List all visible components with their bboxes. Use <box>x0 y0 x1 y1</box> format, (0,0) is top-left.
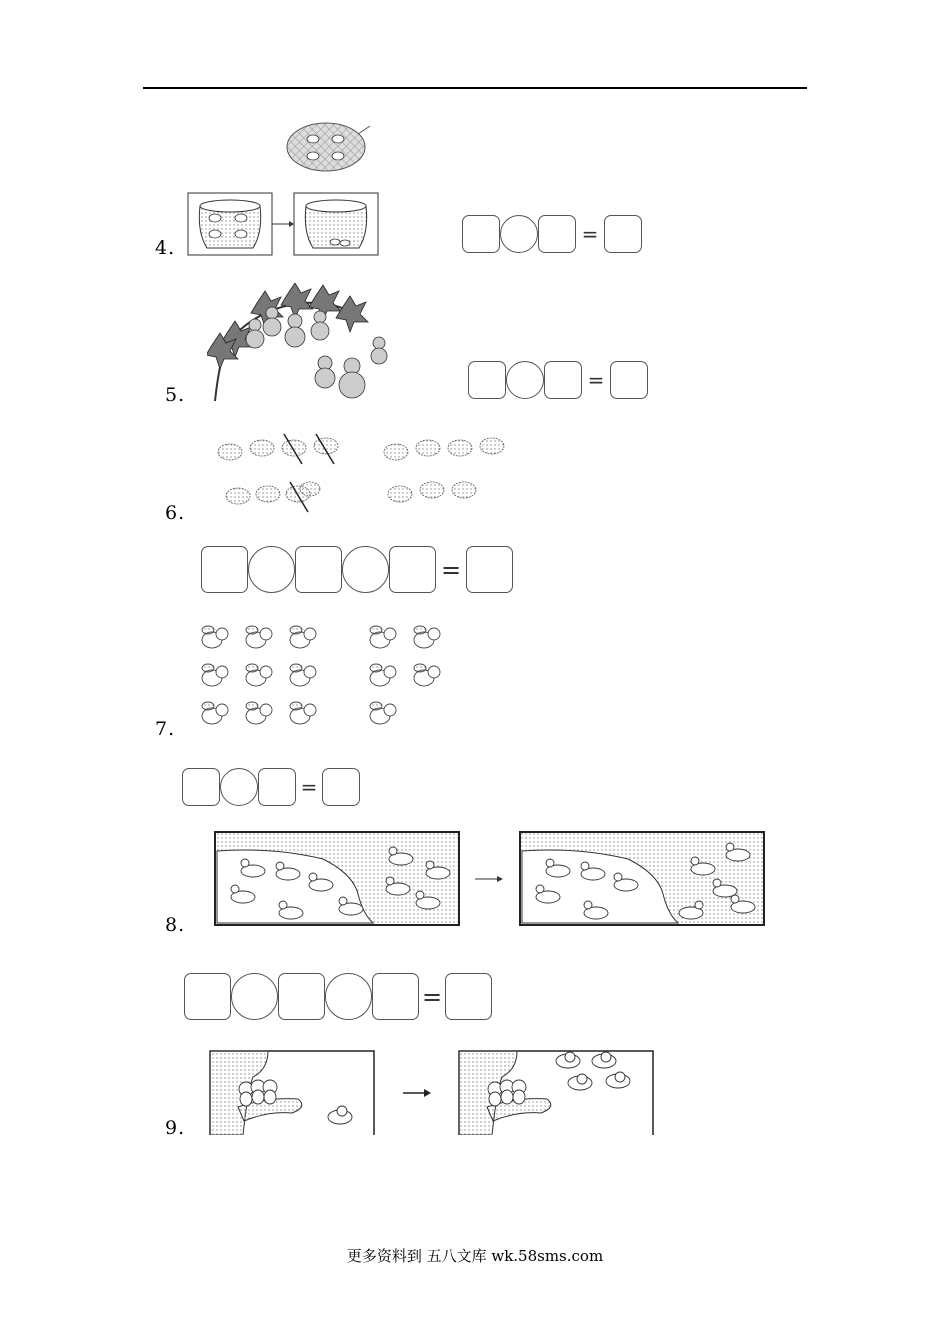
top-rule <box>143 87 807 89</box>
answer-box[interactable] <box>544 361 582 399</box>
answer-box[interactable] <box>389 546 436 593</box>
question-number-8: 8. <box>165 914 186 936</box>
operator-circle[interactable] <box>248 546 295 593</box>
question-number-6: 6. <box>165 502 186 524</box>
operator-circle[interactable] <box>500 215 538 253</box>
equals-sign: = <box>581 222 599 246</box>
equals-sign: = <box>440 555 462 584</box>
question-number-7: 7. <box>155 718 176 740</box>
bee-groups-icon <box>194 624 446 739</box>
operator-circle[interactable] <box>506 361 544 399</box>
operator-circle[interactable] <box>342 546 389 593</box>
gourd-vine-icon <box>207 283 397 405</box>
equation-q5 <box>468 361 648 399</box>
answer-box[interactable] <box>604 215 642 253</box>
question-number-9: 9. <box>165 1117 186 1139</box>
question-number-4: 4. <box>155 237 176 259</box>
operator-circle[interactable] <box>325 973 372 1020</box>
equation-q6 <box>201 546 513 593</box>
footer-source: 更多资料到 五八文库 wk.58sms.com <box>346 1247 604 1265</box>
question-number-5: 5. <box>165 384 186 406</box>
birds-tree-icon <box>208 1049 658 1135</box>
equals-sign: = <box>421 982 443 1011</box>
answer-box[interactable] <box>182 768 220 806</box>
answer-box[interactable] <box>184 973 231 1020</box>
answer-box[interactable] <box>278 973 325 1020</box>
candy-groups-icon <box>210 424 520 520</box>
operator-circle[interactable] <box>220 768 258 806</box>
answer-box[interactable] <box>322 768 360 806</box>
answer-box[interactable] <box>445 973 492 1020</box>
answer-box[interactable] <box>538 215 576 253</box>
answer-box[interactable] <box>462 215 500 253</box>
equation-q7 <box>182 768 360 806</box>
answer-box[interactable] <box>372 973 419 1020</box>
ducks-pond-icon <box>213 829 768 929</box>
equation-q4 <box>462 215 642 253</box>
answer-box[interactable] <box>610 361 648 399</box>
answer-box[interactable] <box>295 546 342 593</box>
answer-box[interactable] <box>468 361 506 399</box>
equals-sign: = <box>300 775 318 799</box>
equals-sign: = <box>587 368 605 392</box>
answer-box[interactable] <box>201 546 248 593</box>
fishbowl-net-icon <box>185 112 385 258</box>
answer-box[interactable] <box>466 546 513 593</box>
operator-circle[interactable] <box>231 973 278 1020</box>
answer-box[interactable] <box>258 768 296 806</box>
equation-q8 <box>184 973 492 1020</box>
